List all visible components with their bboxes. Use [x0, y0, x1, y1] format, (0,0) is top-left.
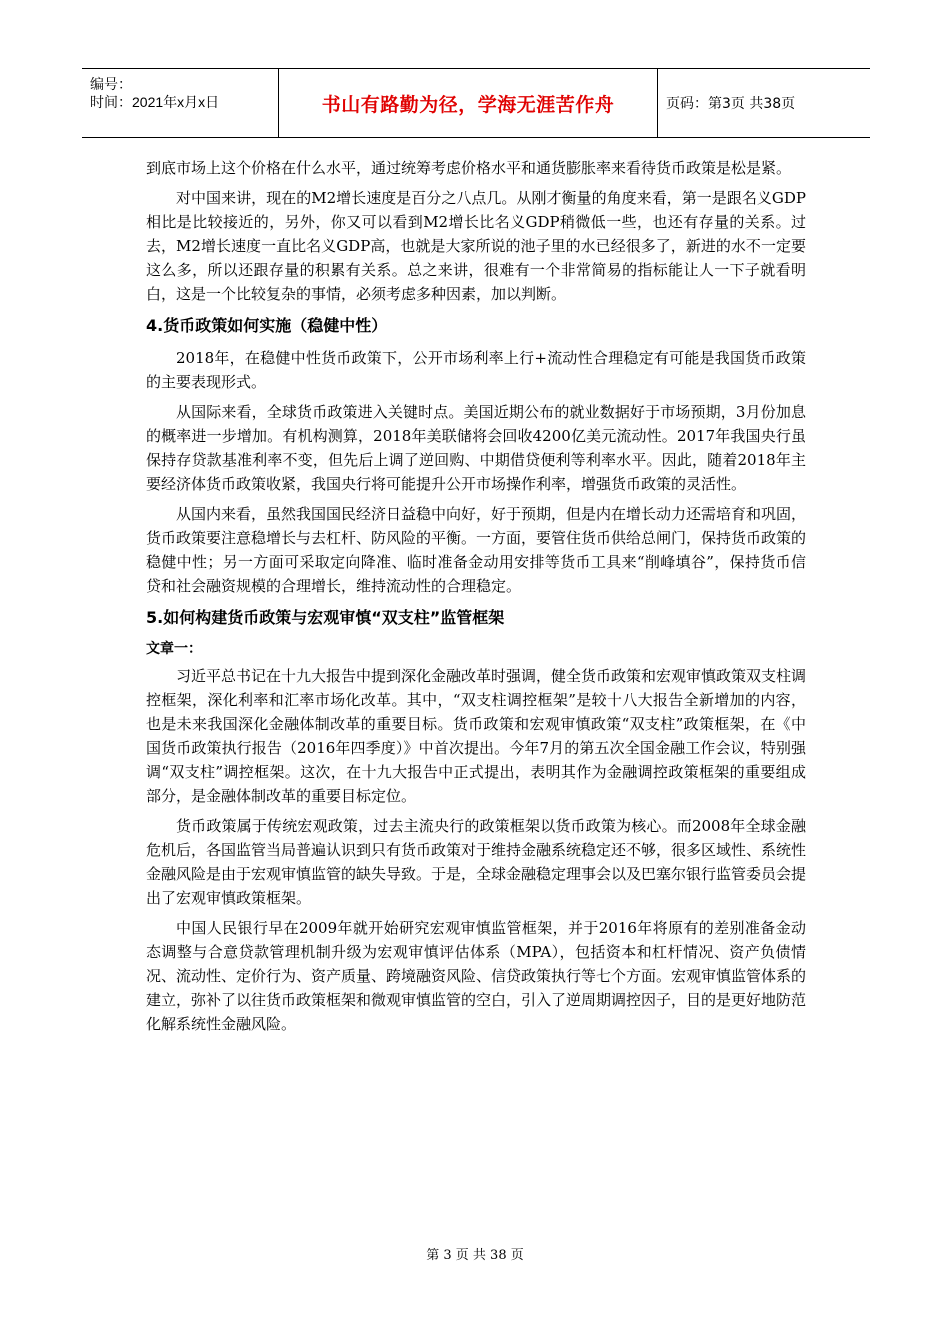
paragraph: 从国际来看，全球货币政策进入关键时点。美国近期公布的就业数据好于市场预期，3月份加息的概率进一步增加。有机构测算，2018年美联储将会回收4200亿美元流动性。2017年我国央行虽保持存贷款基准利率不变，但先后上调了逆回购、中期借贷便利等利率水平。因此，随着2018年主要经济体货币政策收紧，我国央行将可能提升公开市场操作利率，增强货币政策的灵活性。 — [146, 403, 806, 493]
page-info: 页码：第3页 共38页 — [666, 96, 796, 112]
sub-heading: 文章一： — [146, 641, 202, 657]
motto-text: 书山有路勤为径，学海无涯苦作舟 — [279, 69, 658, 137]
document-body — [146, 156, 806, 1036]
header-table — [82, 68, 870, 138]
page-footer: 第 3 页 共 38 页 — [426, 1248, 524, 1263]
paragraph: 到底市场上这个价格在什么水平，通过统筹考虑价格水平和通货膨胀率来看待货币政策是松是紧。 — [146, 159, 792, 177]
header-meta-cell — [82, 69, 279, 137]
date-label: 时间：2021年x月x日 — [90, 94, 220, 110]
paragraph: 货币政策属于传统宏观政策，过去主流央行的政策框架以货币政策为核心。而2008年全球金融危机后，各国监管当局普遍认识到只有货币政策对于维持金融系统稳定还不够，很多区域性、系统性金融风险是由于宏观审慎监管的缺失导致。于是，全球金融稳定理事会以及巴塞尔银行监管委员会提出了宏观审慎政策框架。 — [146, 817, 807, 907]
paragraph: 中国人民银行早在2009年就开始研究宏观审慎监管框架，并于2016年将原有的差别准备金动态调整与合意贷款管理机制升级为宏观审慎评估体系（MPA），包括资本和杠杆情况、资产负债情况、流动性、定价行为、资产质量、跨境融资风险、信贷政策执行等七个方面。宏观审慎监管体系的建立，弥补了以往货币政策框架和微观审慎监管的空白，引入了逆周期调控因子，目的是更好地防范化解系统性金融风险。 — [146, 919, 807, 1033]
paragraph: 2018年，在稳健中性货币政策下，公开市场利率上行+流动性合理稳定有可能是我国货币政策的主要表现形式。 — [146, 349, 806, 391]
section-heading-5: 5.如何构建货币政策与宏观审慎“双支柱”监管框架 — [146, 608, 505, 627]
paragraph: 从国内来看，虽然我国国民经济日益稳中向好，好于预期，但是内在增长动力还需培育和巩固，货币政策要注意稳增长与去杠杆、防风险的平衡。一方面，要管住货币供给总闸门，保持货币政策的稳健中性；另一方面可采取定向降准、临时准备金动用安排等货币工具来“削峰填谷”，保持货币信贷和社会融资规模的合理增长，维持流动性的合理稳定。 — [146, 505, 807, 595]
paragraph: 习近平总书记在十九大报告中提到深化金融改革时强调，健全货币政策和宏观审慎政策双支柱调控框架，深化利率和汇率市场化改革。其中，“双支柱调控框架”是较十八大报告全新增加的内容，也是未来我国深化金融体制改革的重要目标。货币政策和宏观审慎政策“双支柱”政策框架，在《中国货币政策执行报告（2016年四季度）》中首次提出。今年7月的第五次全国金融工作会议，特别强调“双支柱”调控框架。这次，在十九大报告中正式提出，表明其作为金融调控政策框架的重要组成部分，是金融体制改革的重要目标定位。 — [146, 667, 807, 805]
section-heading-4: 4.货币政策如何实施（稳健中性） — [146, 316, 388, 335]
number-label: 编号： — [90, 76, 132, 92]
paragraph: 对中国来讲，现在的M2增长速度是百分之八点几。从刚才衡量的角度来看，第一是跟名义GDP相比是比较接近的，另外，你又可以看到M2增长比名义GDP稍微低一些，也还有存量的关系。过去，M2增长速度一直比名义GDP高，也就是大家所说的池子里的水已经很多了，新进的水不一定要这么多，所以还跟存量的积累有关系。总之来讲，很难有一个非常简易的指标能让人一下子就看明白，这是一个比较复杂的事情，必须考虑多种因素，加以判断。 — [146, 189, 806, 303]
